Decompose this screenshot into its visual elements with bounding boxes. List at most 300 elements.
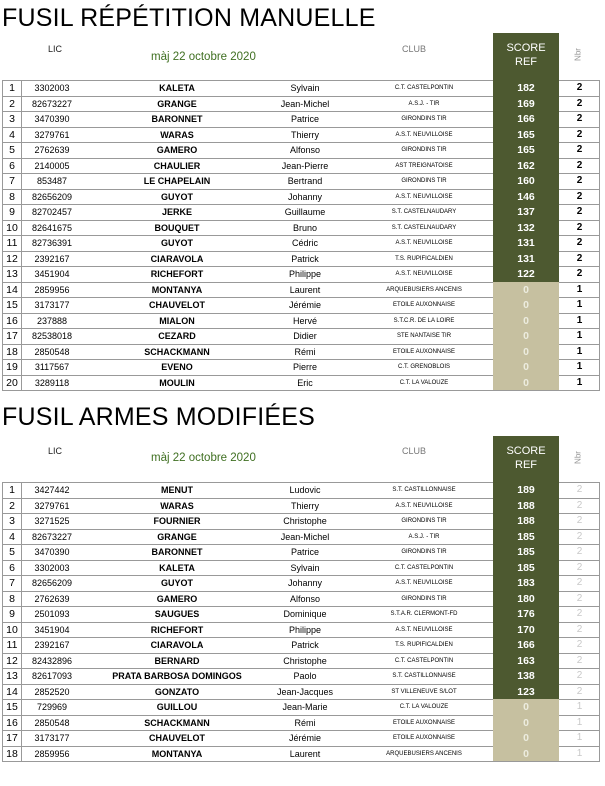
table-row xyxy=(0,513,605,529)
nbr-cell: 2 xyxy=(560,158,600,174)
nbr-cell: 2 xyxy=(560,189,600,205)
table-row xyxy=(0,96,605,112)
surname-cell: BERNARD xyxy=(154,655,200,666)
surname-cell: CHAULIER xyxy=(153,160,201,171)
table-row xyxy=(0,111,605,127)
rank-cell: 14 xyxy=(2,684,22,700)
rank-cell: 17 xyxy=(2,328,22,344)
table-row xyxy=(0,622,605,638)
table-row xyxy=(0,730,605,746)
licence-cell: 729969 xyxy=(36,702,68,712)
club-cell: S.T. CASTELNAUDARY xyxy=(391,224,457,231)
club-cell: S.T. CASTILLONNAISE xyxy=(392,487,456,493)
rank-cell: 5 xyxy=(2,142,22,158)
nbr-cell: 1 xyxy=(560,746,600,762)
club-cell: ETOILE AUXONNAISE xyxy=(393,735,455,741)
table-row xyxy=(0,173,605,189)
score-cell: 137 xyxy=(493,204,559,220)
rank-cell: 13 xyxy=(2,266,22,282)
table-row xyxy=(0,529,605,545)
club-cell: S.T. CASTELNAUDARY xyxy=(391,209,457,215)
surname-cell: GUYOT xyxy=(160,578,193,588)
nbr-cell: 2 xyxy=(560,96,600,112)
club-cell: GIRONDINS TIR xyxy=(401,549,447,555)
club-cell: C.T. CASTELPONTIN xyxy=(394,657,454,664)
rank-cell: 10 xyxy=(2,220,22,236)
surname-cell: CIARAVOLA xyxy=(150,640,204,650)
club-cell: AST TREIGNATOISE xyxy=(395,162,453,169)
table-row xyxy=(0,746,605,762)
table-row xyxy=(0,282,605,298)
licence-cell: 2501093 xyxy=(34,609,70,619)
nbr-cell: 2 xyxy=(560,544,600,560)
firstname-cell: Eric xyxy=(297,377,313,388)
table-row xyxy=(0,653,605,669)
club-cell: T.S. RUPIFICALDIEN xyxy=(395,255,453,262)
firstname-cell: Bruno xyxy=(292,222,318,233)
firstname-cell: Jean-Michel xyxy=(280,531,330,542)
club-cell: ARQUEBUSIERS ANCENIS xyxy=(386,750,462,757)
surname-cell: KALETA xyxy=(159,562,195,573)
firstname-cell: Jean-Michel xyxy=(280,98,330,109)
rank-cell: 2 xyxy=(2,96,22,112)
score-cell: 162 xyxy=(493,158,559,174)
club-cell: C.T. LA VALOUZE xyxy=(399,704,449,710)
club-cell: C.T. CASTELPONTIN xyxy=(394,564,454,571)
section-title: FUSIL RÉPÉTITION MANUELLE xyxy=(2,4,376,32)
licence-cell: 82617093 xyxy=(31,671,73,681)
firstname-cell: Ludovic xyxy=(289,485,321,495)
club-cell: ETOILE AUXONNAISE xyxy=(393,348,455,355)
score-cell: 165 xyxy=(493,142,559,158)
rank-cell: 2 xyxy=(2,498,22,514)
club-cell: T.S. RUPIFICALDIEN xyxy=(395,642,453,648)
club-cell: GIRONDINS TIR xyxy=(401,178,447,184)
licence-cell: 82641675 xyxy=(31,222,73,233)
club-cell: C.T. CASTELPONTIN xyxy=(394,85,454,91)
firstname-cell: Christophe xyxy=(283,655,327,666)
firstname-cell: Pierre xyxy=(292,362,317,372)
licence-cell: 2140005 xyxy=(34,160,70,171)
firstname-cell: Philippe xyxy=(288,624,322,635)
score-cell: 180 xyxy=(493,591,559,607)
surname-cell: GUYOT xyxy=(160,238,193,248)
club-cell: A.S.T. NEUVILLOISE xyxy=(395,240,453,246)
licence-cell: 3470390 xyxy=(34,114,70,124)
score-cell: 188 xyxy=(493,498,559,514)
firstname-cell: Rémi xyxy=(294,717,316,728)
surname-cell: MONTANYA xyxy=(151,284,203,295)
nbr-cell: 2 xyxy=(560,251,600,267)
surname-cell: KALETA xyxy=(159,83,195,93)
rank-cell: 16 xyxy=(2,313,22,329)
club-cell: ETOILE AUXONNAISE xyxy=(393,302,455,308)
licence-cell: 82432896 xyxy=(31,655,73,666)
club-cell: STE NANTAISE TIR xyxy=(396,333,452,339)
licence-cell: 3427442 xyxy=(34,485,70,495)
score-cell: 123 xyxy=(493,684,559,700)
surname-cell: RICHEFORT xyxy=(150,624,204,635)
score-cell: 132 xyxy=(493,220,559,236)
licence-cell: 3470390 xyxy=(34,547,70,557)
licence-cell: 2762639 xyxy=(34,593,70,604)
surname-cell: CHAUVELOT xyxy=(149,733,205,743)
licence-cell: 2859956 xyxy=(34,284,70,295)
score-cell: 0 xyxy=(493,359,559,375)
score-cell: 131 xyxy=(493,251,559,267)
nbr-cell: 2 xyxy=(560,204,600,220)
surname-cell: WARAS xyxy=(160,129,194,140)
club-cell: ARQUEBUSIERS ANCENIS xyxy=(386,286,462,293)
club-cell: GIRONDINS TIR xyxy=(401,116,447,122)
nbr-cell: 2 xyxy=(560,668,600,684)
licence-cell: 3451904 xyxy=(34,624,70,635)
licence-cell: 3117567 xyxy=(34,362,70,372)
score-cell: 160 xyxy=(493,173,559,189)
nbr-cell: 1 xyxy=(560,375,600,391)
club-cell: GIRONDINS TIR xyxy=(401,518,447,524)
column-header-nbr: Nbr xyxy=(573,451,583,464)
score-cell: 0 xyxy=(493,746,559,762)
rank-cell: 3 xyxy=(2,513,22,529)
table-row xyxy=(0,375,605,391)
firstname-cell: Philippe xyxy=(288,269,322,279)
table-row xyxy=(0,606,605,622)
licence-cell: 3302003 xyxy=(34,83,70,93)
rank-cell: 9 xyxy=(2,204,22,220)
surname-cell: SCHACKMANN xyxy=(144,717,210,728)
surname-cell: EVENO xyxy=(161,362,193,372)
rank-cell: 13 xyxy=(2,668,22,684)
licence-cell: 82736391 xyxy=(31,238,73,248)
nbr-cell: 1 xyxy=(560,328,600,344)
surname-cell: JERKE xyxy=(161,207,192,217)
surname-cell: GRANGE xyxy=(157,531,197,542)
licence-cell: 2859956 xyxy=(34,748,70,759)
surname-cell: GRANGE xyxy=(157,98,197,109)
firstname-cell: Sylvain xyxy=(290,83,320,93)
surname-cell: GUYOT xyxy=(160,191,193,202)
column-header-club: CLUB xyxy=(402,44,427,54)
column-header-nbr: Nbr xyxy=(573,48,583,61)
firstname-cell: Bertrand xyxy=(287,176,323,186)
licence-cell: 3279761 xyxy=(34,129,70,140)
rank-cell: 8 xyxy=(2,591,22,607)
club-cell: S.T. CASTILLONNAISE xyxy=(392,673,456,679)
club-cell: S.T.C.R. DE LA LOIRE xyxy=(393,317,455,324)
club-cell: ST VILLENEUVE S/LOT xyxy=(391,688,457,695)
firstname-cell: Thierry xyxy=(290,129,319,140)
table-row xyxy=(0,498,605,514)
rank-cell: 20 xyxy=(2,375,22,391)
licence-cell: 82538018 xyxy=(31,331,73,341)
score-cell: 0 xyxy=(493,375,559,391)
score-cell: 165 xyxy=(493,127,559,143)
licence-cell: 82656209 xyxy=(31,191,73,202)
firstname-cell: Alfonso xyxy=(289,145,321,155)
club-cell: A.S.T. NEUVILLOISE xyxy=(395,626,453,633)
licence-cell: 82673227 xyxy=(31,98,73,109)
firstname-cell: Rémi xyxy=(294,346,316,357)
licence-cell: 2850548 xyxy=(34,717,70,728)
rank-cell: 16 xyxy=(2,715,22,731)
firstname-cell: Guillaume xyxy=(284,207,326,217)
surname-cell: MIALON xyxy=(159,315,195,326)
firstname-cell: Didier xyxy=(293,331,317,341)
club-cell: S.T.A.R. CLERMONT-FD xyxy=(390,611,458,617)
table-row xyxy=(0,204,605,220)
licence-cell: 2852520 xyxy=(34,686,70,697)
licence-cell: 2850548 xyxy=(34,346,70,357)
nbr-cell: 1 xyxy=(560,715,600,731)
surname-cell: CHAUVELOT xyxy=(149,300,205,310)
table-row xyxy=(0,297,605,313)
surname-cell: CIARAVOLA xyxy=(150,253,204,264)
firstname-cell: Patrick xyxy=(291,640,319,650)
score-cell: 0 xyxy=(493,730,559,746)
nbr-cell: 2 xyxy=(560,575,600,591)
table-row xyxy=(0,637,605,653)
club-cell: ETOILE AUXONNAISE xyxy=(393,719,455,726)
nbr-cell: 1 xyxy=(560,359,600,375)
firstname-cell: Patrice xyxy=(290,547,319,557)
licence-cell: 3451904 xyxy=(34,269,70,279)
surname-cell: BARONNET xyxy=(151,547,203,557)
licence-cell: 82656209 xyxy=(31,578,73,588)
licence-cell: 3302003 xyxy=(34,562,70,573)
rank-cell: 8 xyxy=(2,189,22,205)
table-row xyxy=(0,715,605,731)
club-cell: GIRONDINS TIR xyxy=(401,595,447,602)
rank-cell: 6 xyxy=(2,560,22,576)
firstname-cell: Johanny xyxy=(287,191,323,202)
club-cell: C.T. LA VALOUZE xyxy=(399,379,449,386)
score-cell: 0 xyxy=(493,328,559,344)
rank-cell: 9 xyxy=(2,606,22,622)
firstname-cell: Thierry xyxy=(290,500,319,511)
firstname-cell: Johanny xyxy=(287,578,323,588)
table-row xyxy=(0,684,605,700)
table-row xyxy=(0,575,605,591)
club-cell: A.S.T. NEUVILLOISE xyxy=(395,193,453,200)
score-cell: 122 xyxy=(493,266,559,282)
nbr-cell: 2 xyxy=(560,622,600,638)
firstname-cell: Patrick xyxy=(291,253,319,264)
nbr-cell: 1 xyxy=(560,699,600,715)
score-cell: 176 xyxy=(493,606,559,622)
score-cell: 0 xyxy=(493,297,559,313)
club-cell: A.S.T. NEUVILLOISE xyxy=(395,131,453,138)
nbr-cell: 2 xyxy=(560,529,600,545)
rank-cell: 19 xyxy=(2,359,22,375)
nbr-cell: 1 xyxy=(560,344,600,360)
licence-cell: 82673227 xyxy=(31,531,73,542)
surname-cell: WARAS xyxy=(160,500,194,511)
rank-cell: 12 xyxy=(2,251,22,267)
score-cell: 0 xyxy=(493,715,559,731)
rank-cell: 1 xyxy=(2,482,22,498)
nbr-cell: 2 xyxy=(560,482,600,498)
table-row xyxy=(0,142,605,158)
table-row xyxy=(0,560,605,576)
rank-cell: 18 xyxy=(2,746,22,762)
nbr-cell: 2 xyxy=(560,142,600,158)
table-row xyxy=(0,220,605,236)
firstname-cell: Jean-Pierre xyxy=(281,160,329,171)
rank-cell: 11 xyxy=(2,235,22,251)
table-row xyxy=(0,344,605,360)
nbr-cell: 2 xyxy=(560,235,600,251)
surname-cell: FOURNIER xyxy=(153,516,201,526)
table-row xyxy=(0,482,605,498)
column-header-score: SCORE REF xyxy=(493,436,559,482)
table-row xyxy=(0,328,605,344)
table-row xyxy=(0,189,605,205)
firstname-cell: Jean-Jacques xyxy=(276,686,334,697)
score-cell: 185 xyxy=(493,529,559,545)
score-cell: 169 xyxy=(493,96,559,112)
table-row xyxy=(0,235,605,251)
firstname-cell: Sylvain xyxy=(290,562,320,573)
licence-cell: 3173177 xyxy=(34,733,70,743)
surname-cell: GONZATO xyxy=(154,686,200,697)
surname-cell: MOULIN xyxy=(159,377,195,388)
column-header-lic: LIC xyxy=(48,446,63,456)
score-cell: 170 xyxy=(493,622,559,638)
score-cell: 166 xyxy=(493,111,559,127)
nbr-cell: 2 xyxy=(560,127,600,143)
rank-cell: 10 xyxy=(2,622,22,638)
score-cell: 146 xyxy=(493,189,559,205)
update-date: màj 22 octobre 2020 xyxy=(151,51,256,63)
section-title: FUSIL ARMES MODIFIÉES xyxy=(2,403,316,431)
score-cell: 166 xyxy=(493,637,559,653)
surname-cell: MENUT xyxy=(161,485,193,495)
rank-cell: 7 xyxy=(2,575,22,591)
firstname-cell: Paolo xyxy=(293,671,317,681)
score-cell: 185 xyxy=(493,544,559,560)
rank-cell: 14 xyxy=(2,282,22,298)
nbr-cell: 2 xyxy=(560,684,600,700)
rank-cell: 18 xyxy=(2,344,22,360)
firstname-cell: Dominique xyxy=(283,609,327,619)
firstname-cell: Alfonso xyxy=(289,593,321,604)
table-row xyxy=(0,266,605,282)
table-row xyxy=(0,127,605,143)
licence-cell: 3271525 xyxy=(34,516,70,526)
score-cell: 0 xyxy=(493,313,559,329)
club-cell: A.S.T. NEUVILLOISE xyxy=(395,502,453,509)
surname-cell: BARONNET xyxy=(151,114,203,124)
score-cell: 0 xyxy=(493,344,559,360)
nbr-cell: 1 xyxy=(560,313,600,329)
rank-cell: 17 xyxy=(2,730,22,746)
firstname-cell: Patrice xyxy=(290,114,319,124)
rank-cell: 11 xyxy=(2,637,22,653)
licence-cell: 3289118 xyxy=(34,377,70,388)
column-header-club: CLUB xyxy=(402,446,427,456)
nbr-cell: 2 xyxy=(560,606,600,622)
firstname-cell: Christophe xyxy=(283,516,327,526)
surname-cell: BOUQUET xyxy=(154,222,200,233)
rank-cell: 5 xyxy=(2,544,22,560)
rank-cell: 15 xyxy=(2,297,22,313)
licence-cell: 237888 xyxy=(36,315,68,326)
update-date: màj 22 octobre 2020 xyxy=(151,452,256,464)
licence-cell: 82702457 xyxy=(31,207,73,217)
score-cell: 163 xyxy=(493,653,559,669)
firstname-cell: Jérémie xyxy=(288,300,321,310)
rank-cell: 15 xyxy=(2,699,22,715)
licence-cell: 2392167 xyxy=(34,640,70,650)
licence-cell: 2392167 xyxy=(34,253,70,264)
club-cell: A.S.T. NEUVILLOISE xyxy=(395,580,453,586)
licence-cell: 853487 xyxy=(36,176,68,186)
surname-cell: LE CHAPELAIN xyxy=(143,176,211,186)
nbr-cell: 2 xyxy=(560,637,600,653)
rank-cell: 3 xyxy=(2,111,22,127)
surname-cell: SAUGUES xyxy=(154,609,200,619)
nbr-cell: 2 xyxy=(560,111,600,127)
score-cell: 131 xyxy=(493,235,559,251)
score-cell: 0 xyxy=(493,699,559,715)
score-cell: 185 xyxy=(493,560,559,576)
nbr-cell: 2 xyxy=(560,220,600,236)
rank-cell: 7 xyxy=(2,173,22,189)
score-cell: 182 xyxy=(493,80,559,96)
surname-cell: GAMERO xyxy=(156,593,198,604)
nbr-cell: 1 xyxy=(560,297,600,313)
surname-cell: MONTANYA xyxy=(151,748,203,759)
surname-cell: GUILLOU xyxy=(156,702,198,712)
licence-cell: 2762639 xyxy=(34,145,70,155)
table-row xyxy=(0,668,605,684)
firstname-cell: Laurent xyxy=(289,748,321,759)
nbr-cell: 2 xyxy=(560,513,600,529)
nbr-cell: 2 xyxy=(560,560,600,576)
rank-cell: 6 xyxy=(2,158,22,174)
score-cell: 138 xyxy=(493,668,559,684)
rank-cell: 12 xyxy=(2,653,22,669)
firstname-cell: Jean-Marie xyxy=(282,702,328,712)
table-row xyxy=(0,251,605,267)
score-cell: 183 xyxy=(493,575,559,591)
surname-cell: RICHEFORT xyxy=(150,269,204,279)
club-cell: A.S.T. NEUVILLOISE xyxy=(395,271,453,277)
club-cell: A.S.J. - TIR xyxy=(408,100,440,107)
surname-cell: PRATA BARBOSA DOMINGOS xyxy=(112,671,242,681)
nbr-cell: 2 xyxy=(560,80,600,96)
table-row xyxy=(0,359,605,375)
score-cell: 0 xyxy=(493,282,559,298)
score-cell: 189 xyxy=(493,482,559,498)
table-row xyxy=(0,544,605,560)
firstname-cell: Hervé xyxy=(292,315,317,326)
firstname-cell: Jérémie xyxy=(288,733,321,743)
club-cell: GIRONDINS TIR xyxy=(401,147,447,153)
firstname-cell: Cédric xyxy=(291,238,318,248)
surname-cell: GAMERO xyxy=(156,145,198,155)
firstname-cell: Laurent xyxy=(289,284,321,295)
table-row xyxy=(0,591,605,607)
rank-cell: 1 xyxy=(2,80,22,96)
rank-cell: 4 xyxy=(2,529,22,545)
nbr-cell: 2 xyxy=(560,591,600,607)
nbr-cell: 1 xyxy=(560,730,600,746)
nbr-cell: 2 xyxy=(560,653,600,669)
nbr-cell: 2 xyxy=(560,266,600,282)
licence-cell: 3279761 xyxy=(34,500,70,511)
